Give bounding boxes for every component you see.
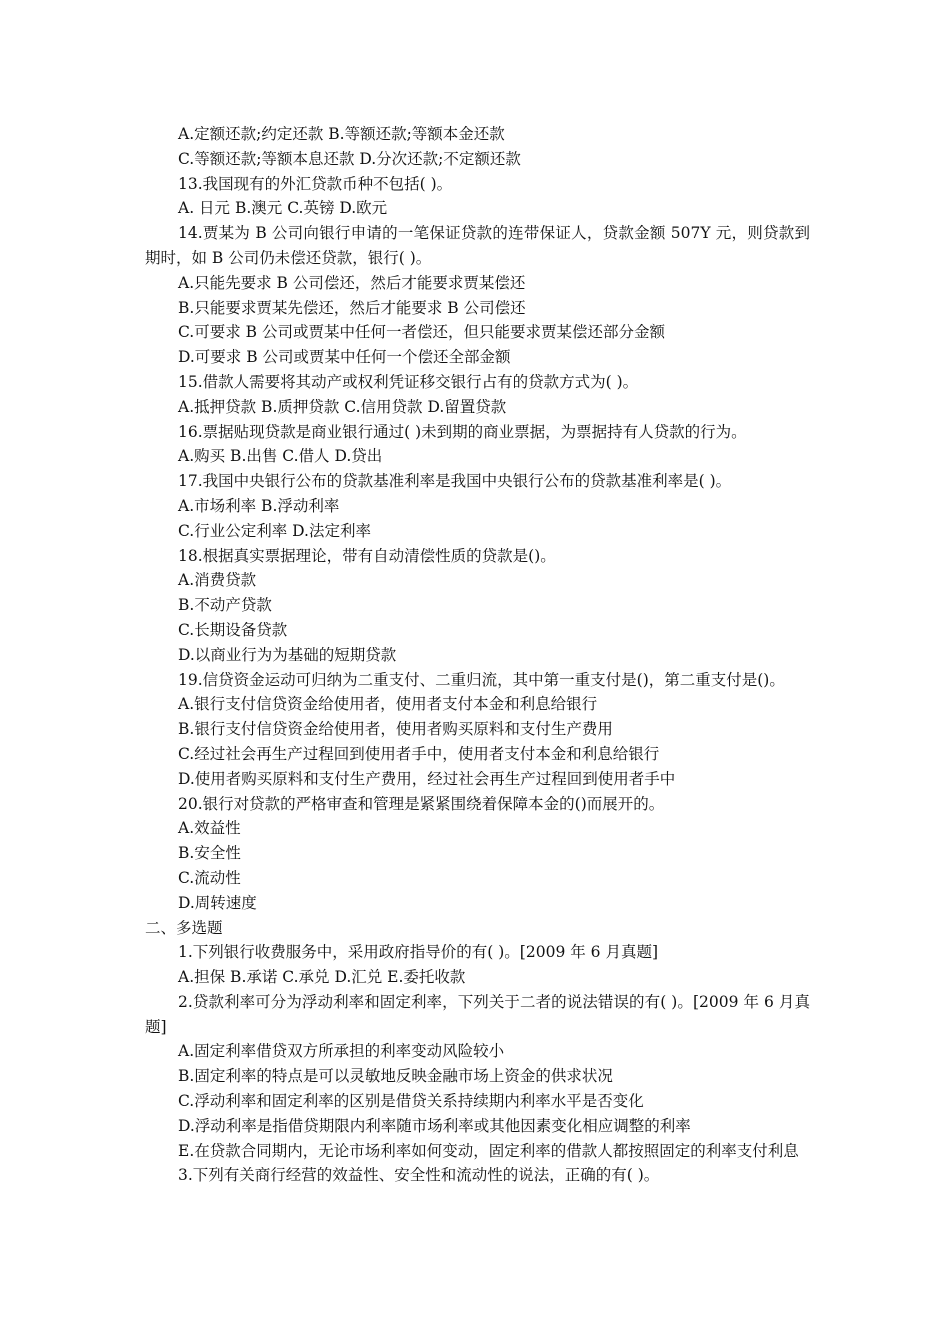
text-line: A.固定利率借贷双方所承担的利率变动风险较小: [178, 1042, 505, 1061]
text-line: A.抵押贷款 B.质押贷款 C.信用贷款 D.留置贷款: [178, 397, 507, 416]
text-line: B.安全性: [178, 844, 241, 863]
text-line: C.浮动利率和固定利率的区别是借贷关系持续期内利率水平是否变化: [178, 1092, 644, 1111]
text-line: D.以商业行为为基础的短期贷款: [178, 645, 397, 664]
question-16: 16.票据贴现贷款是商业银行通过( )未到期的商业票据，为票据持有人贷款的行为。: [178, 422, 747, 441]
text-line: B.固定利率的特点是可以灵敏地反映金融市场上资金的供求状况: [178, 1067, 613, 1086]
text-line: D.可要求 B 公司或贾某中任何一个偿还全部金额: [178, 348, 511, 367]
text-line: A.银行支付信贷资金给使用者，使用者支付本金和利息给银行: [178, 695, 598, 714]
text-line: C.流动性: [178, 868, 241, 887]
text-line: A.只能先要求 B 公司偿还，然后才能要求贾某偿还: [178, 273, 526, 292]
text-line: C.等额还款;等额本息还款 D.分次还款;不定额还款: [178, 149, 521, 168]
text-line: C.经过社会再生产过程回到使用者手中，使用者支付本金和利息给银行: [178, 744, 660, 763]
text-line: B.只能要求贾某先偿还，然后才能要求 B 公司偿还: [178, 298, 526, 317]
text-line: D.使用者购买原料和支付生产费用，经过社会再生产过程回到使用者手中: [178, 769, 676, 788]
text-line: B.银行支付信贷资金给使用者，使用者购买原料和支付生产费用: [178, 720, 613, 739]
question-15: 15.借款人需要将其动产或权利凭证移交银行占有的贷款方式为( )。: [178, 372, 639, 391]
multi-question-1: 1.下列银行收费服务中，采用政府指导价的有( )。[2009 年 6 月真题]: [178, 943, 658, 962]
text-line: B.不动产贷款: [178, 596, 272, 615]
question-19: 19.信贷资金运动可归纳为二重支付、二重归流，其中第一重支付是()，第二重支付是()。: [178, 670, 785, 689]
question-13: 13.我国现有的外汇贷款币种不包括( )。: [178, 174, 453, 193]
multi-question-3: 3.下列有关商行经营的效益性、安全性和流动性的说法，正确的有( )。: [178, 1166, 660, 1185]
question-18: 18.根据真实票据理论，带有自动清偿性质的贷款是()。: [178, 546, 556, 565]
text-line: C.行业公定利率 D.法定利率: [178, 521, 371, 540]
text-line: A.市场利率 B.浮动利率: [178, 496, 340, 515]
question-14: 14.贾某为 B 公司向银行申请的一笔保证贷款的连带保证人，贷款金额 507Y 元，则贷款到期时，如 B 公司仍未偿还贷款，银行( )。: [145, 224, 810, 267]
text-line: A.效益性: [178, 819, 241, 838]
text-line: C.长期设备贷款: [178, 620, 288, 639]
text-line: D.浮动利率是指借贷期限内利率随市场利率或其他因素变化相应调整的利率: [178, 1116, 691, 1135]
text-line: E.在贷款合同期内，无论市场利率如何变动，固定利率的借款人都按照固定的利率支付利息: [178, 1141, 799, 1160]
question-20: 20.银行对贷款的严格审查和管理是紧紧围绕着保障本金的()而展开的。: [178, 794, 665, 813]
document-body: [145, 122, 810, 1188]
text-line: A.消费贷款: [178, 571, 257, 590]
section-heading: 二、多选题: [145, 918, 223, 937]
text-line: C.可要求 B 公司或贾某中任何一者偿还，但只能要求贾某偿还部分金额: [178, 323, 665, 342]
text-line: A.担保 B.承诺 C.承兑 D.汇兑 E.委托收款: [178, 968, 466, 987]
text-line: A.定额还款;约定还款 B.等额还款;等额本金还款: [178, 125, 505, 143]
text-line: A.购买 B.出售 C.借人 D.贷出: [178, 447, 383, 466]
question-17: 17.我国中央银行公布的贷款基准利率是我国中央银行公布的贷款基准利率是( )。: [178, 472, 732, 491]
text-line: D.周转速度: [178, 893, 257, 912]
multi-question-2: 2.贷款利率可分为浮动利率和固定利率，下列关于二者的说法错误的有( )。[2009 年 6 月真题]: [145, 992, 810, 1036]
text-line: A. 日元 B.澳元 C.英镑 D.欧元: [178, 199, 388, 218]
